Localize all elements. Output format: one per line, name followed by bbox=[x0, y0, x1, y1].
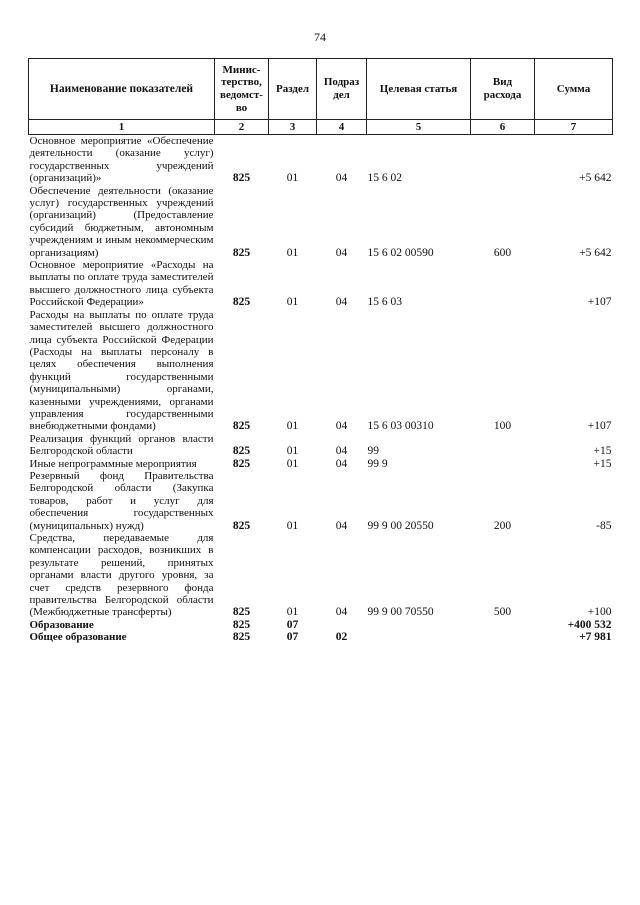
column-number: 3 bbox=[269, 120, 317, 135]
row-sum: +5 642 bbox=[579, 172, 612, 185]
row-target: 99 9 bbox=[367, 457, 388, 470]
row-name: Обеспечение деятельности (оказание услуг) государственных учреждений (организаций) (Предоставление субсидий бюджетным, автономным учреждениям и иным некоммерческим организациям) bbox=[29, 184, 214, 259]
table-header-row bbox=[29, 59, 613, 120]
row-target: 15 6 03 00310 bbox=[367, 420, 434, 433]
row-target: 15 6 03 bbox=[367, 296, 402, 309]
row-section: 01 bbox=[286, 420, 299, 433]
table-row bbox=[29, 470, 613, 532]
row-subsection: 04 bbox=[335, 445, 348, 458]
row-section: 01 bbox=[286, 246, 299, 259]
row-section: 01 bbox=[286, 172, 299, 185]
row-expense-type: 500 bbox=[493, 606, 512, 619]
row-name: Основное мероприятие «Обеспечение деятельности (оказание услуг) государственных учреждений (организаций)» bbox=[29, 135, 214, 185]
table-row bbox=[29, 185, 613, 259]
row-section: 07 bbox=[286, 618, 299, 631]
row-ministry: 825 bbox=[232, 246, 251, 259]
row-subsection: 04 bbox=[335, 296, 348, 309]
row-sum: +107 bbox=[587, 420, 612, 433]
column-number: 2 bbox=[215, 120, 269, 135]
table-row bbox=[29, 532, 613, 619]
row-ministry: 825 bbox=[232, 445, 251, 458]
row-ministry: 825 bbox=[232, 172, 251, 185]
header-expense-type: Вид расхода bbox=[471, 59, 535, 120]
column-number-row bbox=[29, 120, 613, 135]
page-number: 74 bbox=[314, 30, 326, 44]
table-row bbox=[29, 135, 613, 185]
table-row bbox=[29, 433, 613, 458]
row-section: 01 bbox=[286, 296, 299, 309]
row-name: Образование bbox=[29, 618, 94, 631]
row-expense-type bbox=[471, 259, 535, 309]
row-expense-type: 200 bbox=[493, 519, 512, 532]
row-ministry: 825 bbox=[232, 606, 251, 619]
row-target: 15 6 02 00590 bbox=[367, 246, 434, 259]
row-expense-type bbox=[471, 135, 535, 185]
row-target: 99 9 00 20550 bbox=[367, 519, 434, 532]
row-section: 07 bbox=[286, 631, 299, 644]
table-body bbox=[29, 135, 613, 644]
row-name: Реализация функций органов власти Белгородской области bbox=[29, 432, 214, 458]
column-number: 1 bbox=[29, 120, 215, 135]
row-target bbox=[367, 631, 471, 643]
row-sum: -85 bbox=[596, 519, 612, 532]
row-expense-type bbox=[471, 619, 535, 631]
row-subsection: 04 bbox=[335, 519, 348, 532]
row-sum: +400 532 bbox=[567, 618, 612, 631]
row-target: 99 bbox=[367, 445, 379, 458]
header-section: Раздел bbox=[269, 59, 317, 120]
column-number: 7 bbox=[535, 120, 613, 135]
row-ministry: 825 bbox=[232, 296, 251, 309]
row-name: Расходы на выплаты по оплате труда заместителей высшего должностного лица субъекта Российской Федерации (Расходы на выплаты персоналу в целях обеспечения выполнения функций государственными (муниципальными) органами, казенными учреждениями, органами управления государственными внебюджетными фондами) bbox=[29, 308, 214, 433]
row-name: Основное мероприятие «Расходы на выплаты по оплате труда заместителей высшего должностного лица субъекта Российской Федерации» bbox=[29, 259, 214, 309]
table-row bbox=[29, 631, 613, 643]
row-sum: +107 bbox=[587, 296, 612, 309]
row-section: 01 bbox=[286, 445, 299, 458]
row-ministry: 825 bbox=[232, 457, 251, 470]
row-sum: +7 981 bbox=[579, 631, 612, 644]
row-expense-type bbox=[471, 433, 535, 458]
row-subsection: 04 bbox=[335, 457, 348, 470]
column-number: 6 bbox=[471, 120, 535, 135]
row-target bbox=[367, 619, 471, 631]
row-name: Средства, передаваемые для компенсации расходов, возникших в результате решений, принятых органами власти другого уровня, за счет средств резервного фонда правительства Белгородской области (Межбюджетные трансферты) bbox=[29, 532, 214, 619]
row-name: Иные непрограммные мероприятия bbox=[29, 457, 197, 470]
row-ministry: 825 bbox=[232, 519, 251, 532]
table-row bbox=[29, 458, 613, 470]
header-ministry: Минис-терство, ведомст-во bbox=[215, 59, 269, 120]
header-name: Наименование показателей bbox=[29, 59, 215, 120]
row-sum: +15 bbox=[593, 445, 612, 458]
row-target: 99 9 00 70550 bbox=[367, 606, 434, 619]
row-expense-type: 100 bbox=[493, 420, 512, 433]
column-number: 4 bbox=[317, 120, 367, 135]
row-ministry: 825 bbox=[232, 618, 251, 631]
row-name: Общее образование bbox=[29, 631, 127, 644]
header-sum: Сумма bbox=[535, 59, 613, 120]
row-ministry: 825 bbox=[232, 631, 251, 644]
row-subsection bbox=[317, 619, 367, 631]
row-expense-type: 600 bbox=[493, 246, 512, 259]
row-subsection: 04 bbox=[335, 606, 348, 619]
budget-table bbox=[28, 58, 613, 644]
row-section: 01 bbox=[286, 519, 299, 532]
column-number: 5 bbox=[367, 120, 471, 135]
row-subsection: 04 bbox=[335, 420, 348, 433]
row-expense-type bbox=[471, 458, 535, 470]
header-target: Целевая статья bbox=[367, 59, 471, 120]
header-subsection: Подраз дел bbox=[317, 59, 367, 120]
row-expense-type bbox=[471, 631, 535, 643]
table-row bbox=[29, 259, 613, 309]
row-subsection: 02 bbox=[335, 631, 348, 644]
row-ministry: 825 bbox=[232, 420, 251, 433]
row-sum: +100 bbox=[587, 606, 612, 619]
row-subsection: 04 bbox=[335, 172, 348, 185]
row-target: 15 6 02 bbox=[367, 172, 402, 185]
row-subsection: 04 bbox=[335, 246, 348, 259]
row-name: Резервный фонд Правительства Белгородской области (Закупка товаров, работ и услуг для обеспечения государственных (муниципальных) нужд) bbox=[29, 469, 214, 532]
row-sum: +15 bbox=[593, 457, 612, 470]
row-sum: +5 642 bbox=[579, 246, 612, 259]
row-section: 01 bbox=[286, 606, 299, 619]
table-row bbox=[29, 309, 613, 433]
row-section: 01 bbox=[286, 457, 299, 470]
table-row bbox=[29, 619, 613, 631]
